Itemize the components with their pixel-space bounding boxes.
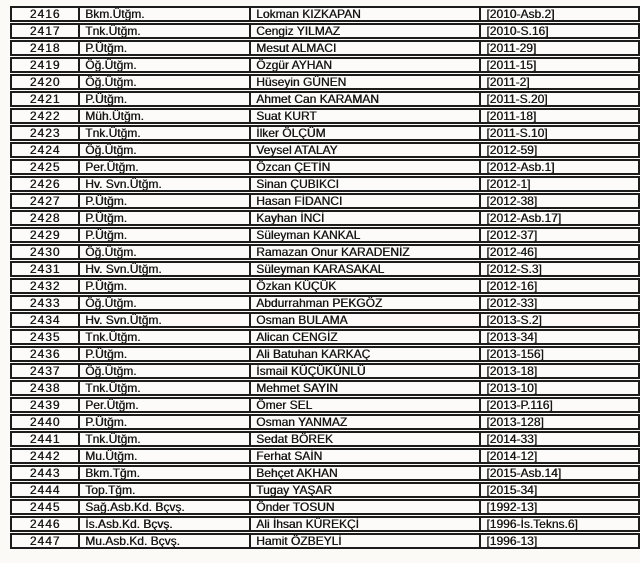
- num-cell: 2447: [10, 533, 78, 549]
- num-cell: 2416: [10, 6, 78, 22]
- name-cell: Ahmet Can KARAMAN: [249, 91, 479, 107]
- rank-cell: P.Ütğm.: [78, 346, 249, 362]
- num-cell: 2422: [10, 108, 78, 124]
- rank-cell: Hv. Svn.Ütğm.: [78, 312, 249, 328]
- name-cell: Sinan ÇUBIKCI: [249, 176, 479, 192]
- rank-cell: Bkm.Ütğm.: [78, 6, 249, 22]
- num-cell: 2431: [10, 261, 78, 277]
- table-row: [10, 516, 640, 532]
- num-cell: 2424: [10, 142, 78, 158]
- table-row: [10, 414, 640, 430]
- table-row: [10, 465, 640, 481]
- name-cell: Behçet AKHAN: [249, 465, 479, 481]
- name-cell: Abdurrahman PEKGÖZ: [249, 295, 479, 311]
- name-cell: Mehmet SAYIN: [249, 380, 479, 396]
- code-cell: [1996-13]: [479, 533, 640, 549]
- code-cell: [2013-10]: [479, 380, 640, 396]
- rank-cell: Öğ.Ütğm.: [78, 244, 249, 260]
- code-cell: [2012-S.3]: [479, 261, 640, 277]
- rank-cell: Per.Ütğm.: [78, 397, 249, 413]
- rank-cell: Mu.Ütğm.: [78, 448, 249, 464]
- name-cell: Hasan FİDANCI: [249, 193, 479, 209]
- num-cell: 2446: [10, 516, 78, 532]
- table-row: [10, 193, 640, 209]
- rank-cell: Tnk.Ütğm.: [78, 23, 249, 39]
- code-cell: [2012-38]: [479, 193, 640, 209]
- num-cell: 2440: [10, 414, 78, 430]
- rank-cell: Tnk.Ütğm.: [78, 329, 249, 345]
- name-cell: Ali İhsan KÜREKÇİ: [249, 516, 479, 532]
- code-cell: [2012-Asb.1]: [479, 159, 640, 175]
- num-cell: 2441: [10, 431, 78, 447]
- code-cell: [2011-29]: [479, 40, 640, 56]
- code-cell: [2012-37]: [479, 227, 640, 243]
- num-cell: 2437: [10, 363, 78, 379]
- table-row: [10, 295, 640, 311]
- code-cell: [2015-Asb.14]: [479, 465, 640, 481]
- table-row: [10, 142, 640, 158]
- num-cell: 2443: [10, 465, 78, 481]
- code-cell: [2013-18]: [479, 363, 640, 379]
- table-row: [10, 448, 640, 464]
- name-cell: Hüseyin GÜNEN: [249, 74, 479, 90]
- table-row: [10, 91, 640, 107]
- num-cell: 2436: [10, 346, 78, 362]
- name-cell: Özgür AYHAN: [249, 57, 479, 73]
- table-row: [10, 499, 640, 515]
- table-row: [10, 261, 640, 277]
- name-cell: İlker ÖLÇÜM: [249, 125, 479, 141]
- name-cell: Özkan KÜÇÜK: [249, 278, 479, 294]
- num-cell: 2423: [10, 125, 78, 141]
- rank-cell: İs.Asb.Kd. Bçvş.: [78, 516, 249, 532]
- name-cell: Kayhan İNCİ: [249, 210, 479, 226]
- name-cell: Hamit ÖZBEYLİ: [249, 533, 479, 549]
- num-cell: 2442: [10, 448, 78, 464]
- rank-cell: Öğ.Ütğm.: [78, 363, 249, 379]
- name-cell: Mesut ALMACI: [249, 40, 479, 56]
- name-cell: Lokman KIZKAPAN: [249, 6, 479, 22]
- code-cell: [2012-1]: [479, 176, 640, 192]
- code-cell: [2011-S.10]: [479, 125, 640, 141]
- code-cell: [2011-15]: [479, 57, 640, 73]
- code-cell: [2014-12]: [479, 448, 640, 464]
- table-row: [10, 278, 640, 294]
- name-cell: Özcan ÇETİN: [249, 159, 479, 175]
- num-cell: 2420: [10, 74, 78, 90]
- code-cell: [2011-18]: [479, 108, 640, 124]
- table-row: [10, 244, 640, 260]
- num-cell: 2439: [10, 397, 78, 413]
- code-cell: [2010-Asb.2]: [479, 6, 640, 22]
- name-cell: Süleyman KARASAKAL: [249, 261, 479, 277]
- name-cell: Cengiz YILMAZ: [249, 23, 479, 39]
- name-cell: Ferhat SAİN: [249, 448, 479, 464]
- name-cell: Süleyman KANKAL: [249, 227, 479, 243]
- name-cell: Ali Batuhan KARKAÇ: [249, 346, 479, 362]
- num-cell: 2432: [10, 278, 78, 294]
- table-row: [10, 346, 640, 362]
- num-cell: 2438: [10, 380, 78, 396]
- table-row: [10, 329, 640, 345]
- rank-cell: Sağ.Asb.Kd. Bçvş.: [78, 499, 249, 515]
- table-row: [10, 6, 640, 22]
- rank-cell: P.Ütğm.: [78, 210, 249, 226]
- code-cell: [2010-S.16]: [479, 23, 640, 39]
- num-cell: 2435: [10, 329, 78, 345]
- name-cell: Osman YANMAZ: [249, 414, 479, 430]
- table-row: [10, 108, 640, 124]
- table-row: [10, 74, 640, 90]
- rank-cell: Öğ.Ütğm.: [78, 74, 249, 90]
- code-cell: [2012-59]: [479, 142, 640, 158]
- code-cell: [1992-13]: [479, 499, 640, 515]
- code-cell: [2012-46]: [479, 244, 640, 260]
- code-cell: [2012-33]: [479, 295, 640, 311]
- name-cell: Alican CENGİZ: [249, 329, 479, 345]
- table-row: [10, 159, 640, 175]
- rank-cell: Hv. Svn.Ütğm.: [78, 261, 249, 277]
- num-cell: 2444: [10, 482, 78, 498]
- code-cell: [2013-156]: [479, 346, 640, 362]
- num-cell: 2426: [10, 176, 78, 192]
- num-cell: 2417: [10, 23, 78, 39]
- code-cell: [1996-İs.Tekns.6]: [479, 516, 640, 532]
- name-cell: Ramazan Onur KARADENİZ: [249, 244, 479, 260]
- code-cell: [2011-2]: [479, 74, 640, 90]
- table-row: [10, 312, 640, 328]
- rank-cell: Öğ.Ütğm.: [78, 57, 249, 73]
- table-row: [10, 57, 640, 73]
- name-cell: Suat KURT: [249, 108, 479, 124]
- rank-cell: P.Ütğm.: [78, 91, 249, 107]
- name-cell: Veysel ATALAY: [249, 142, 479, 158]
- code-cell: [2013-P.116]: [479, 397, 640, 413]
- code-cell: [2012-Asb.17]: [479, 210, 640, 226]
- num-cell: 2427: [10, 193, 78, 209]
- rank-cell: P.Ütğm.: [78, 40, 249, 56]
- num-cell: 2433: [10, 295, 78, 311]
- table-row: [10, 397, 640, 413]
- num-cell: 2434: [10, 312, 78, 328]
- rank-cell: Tnk.Ütğm.: [78, 380, 249, 396]
- num-cell: 2445: [10, 499, 78, 515]
- rank-cell: Top.Tğm.: [78, 482, 249, 498]
- table-row: [10, 533, 640, 549]
- rank-cell: Bkm.Tğm.: [78, 465, 249, 481]
- code-cell: [2015-34]: [479, 482, 640, 498]
- num-cell: 2425: [10, 159, 78, 175]
- num-cell: 2428: [10, 210, 78, 226]
- table-row: [10, 176, 640, 192]
- code-cell: [2013-128]: [479, 414, 640, 430]
- code-cell: [2011-S.20]: [479, 91, 640, 107]
- num-cell: 2419: [10, 57, 78, 73]
- code-cell: [2013-34]: [479, 329, 640, 345]
- rank-cell: P.Ütğm.: [78, 414, 249, 430]
- table-row: [10, 210, 640, 226]
- rank-cell: Öğ.Ütğm.: [78, 142, 249, 158]
- num-cell: 2429: [10, 227, 78, 243]
- code-cell: [2012-16]: [479, 278, 640, 294]
- num-cell: 2430: [10, 244, 78, 260]
- table-row: [10, 227, 640, 243]
- name-cell: Ömer SEL: [249, 397, 479, 413]
- table-row: [10, 431, 640, 447]
- name-cell: Tugay YAŞAR: [249, 482, 479, 498]
- personnel-table-body: [10, 6, 640, 549]
- rank-cell: P.Ütğm.: [78, 193, 249, 209]
- rank-cell: Öğ.Ütğm.: [78, 295, 249, 311]
- table-row: [10, 23, 640, 39]
- table-row: [10, 363, 640, 379]
- num-cell: 2418: [10, 40, 78, 56]
- table-row: [10, 380, 640, 396]
- name-cell: İsmail KÜÇÜKÜNLÜ: [249, 363, 479, 379]
- code-cell: [2013-S.2]: [479, 312, 640, 328]
- num-cell: 2421: [10, 91, 78, 107]
- rank-cell: Tnk.Ütğm.: [78, 125, 249, 141]
- name-cell: Önder TOSUN: [249, 499, 479, 515]
- rank-cell: Per.Ütğm.: [78, 159, 249, 175]
- name-cell: Osman BULAMA: [249, 312, 479, 328]
- code-cell: [2014-33]: [479, 431, 640, 447]
- table-row: [10, 125, 640, 141]
- rank-cell: P.Ütğm.: [78, 278, 249, 294]
- rank-cell: Tnk.Ütğm.: [78, 431, 249, 447]
- table-row: [10, 40, 640, 56]
- rank-cell: P.Ütğm.: [78, 227, 249, 243]
- rank-cell: Mu.Asb.Kd. Bçvş.: [78, 533, 249, 549]
- name-cell: Sedat BÖREK: [249, 431, 479, 447]
- personnel-table: [10, 5, 640, 550]
- table-row: [10, 482, 640, 498]
- rank-cell: Hv. Svn.Ütğm.: [78, 176, 249, 192]
- rank-cell: Müh.Ütğm.: [78, 108, 249, 124]
